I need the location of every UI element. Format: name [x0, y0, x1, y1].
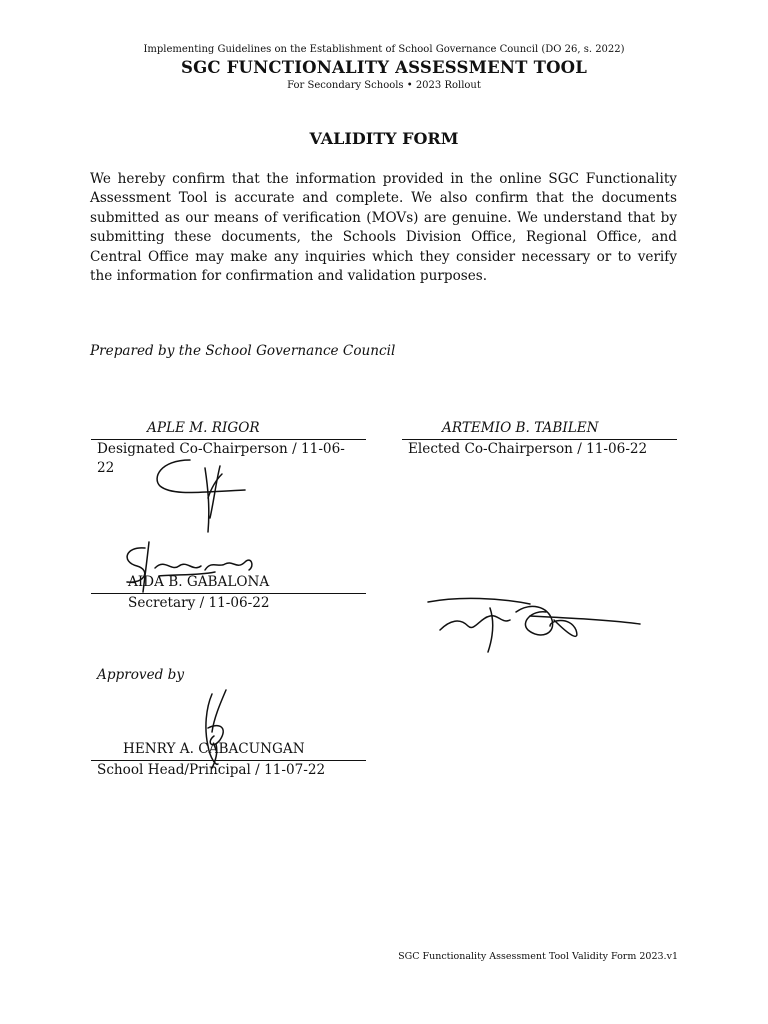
approved-by-label: Approved by: [97, 667, 185, 683]
approver-name: HENRY A. CABACUNGAN: [123, 741, 305, 757]
footer-form-version: SGC Functionality Assessment Tool Validity Form 2023.v1: [398, 951, 678, 962]
form-title: VALIDITY FORM: [309, 129, 459, 148]
header-rollout-line: For Secondary Schools • 2023 Rollout: [287, 80, 481, 91]
handwritten-signature-tabilen: [420, 590, 645, 660]
handwritten-signature-gabalona: [115, 540, 265, 600]
signatory-name-secretary: AIDA B. GABALONA: [128, 574, 270, 590]
signatory-name-co-chair-elected: ARTEMIO B. TABILEN: [442, 420, 599, 436]
handwritten-signature-cabacungan: [198, 688, 238, 770]
handwritten-signature-rigor: [150, 448, 260, 538]
header-guidelines-line: Implementing Guidelines on the Establishment of School Governance Council (DO 26, s. 2022): [143, 44, 625, 55]
prepared-by-label: Prepared by the School Governance Council: [90, 343, 396, 359]
signatory-role-co-chair-elected: Elected Co-Chairperson / 11-06-22: [408, 441, 648, 457]
signatory-role-co-chair-designated: Designated Co-Chairperson / 11-06-22: [97, 441, 345, 476]
signatory-role-secretary: Secretary / 11-06-22: [128, 595, 270, 611]
document-title: SGC FUNCTIONALITY ASSESSMENT TOOL: [180, 58, 588, 77]
approver-role: School Head/Principal / 11-07-22: [97, 762, 326, 778]
confirmation-statement: We hereby confirm that the information provided in the online SGC Functionality Assessment Tool is accurate and complete. We also confirm that the documents submitted as our means of verification (MOVs) are genuine. We understand that by submitting these documents, the Schools Division Office, Regional Office, and Central Office may make any inquiries which they consider necessary or to verify the information for confirmation and validation purposes.: [90, 171, 677, 285]
signatory-name-co-chair-designated: APLE M. RIGOR: [147, 420, 260, 436]
